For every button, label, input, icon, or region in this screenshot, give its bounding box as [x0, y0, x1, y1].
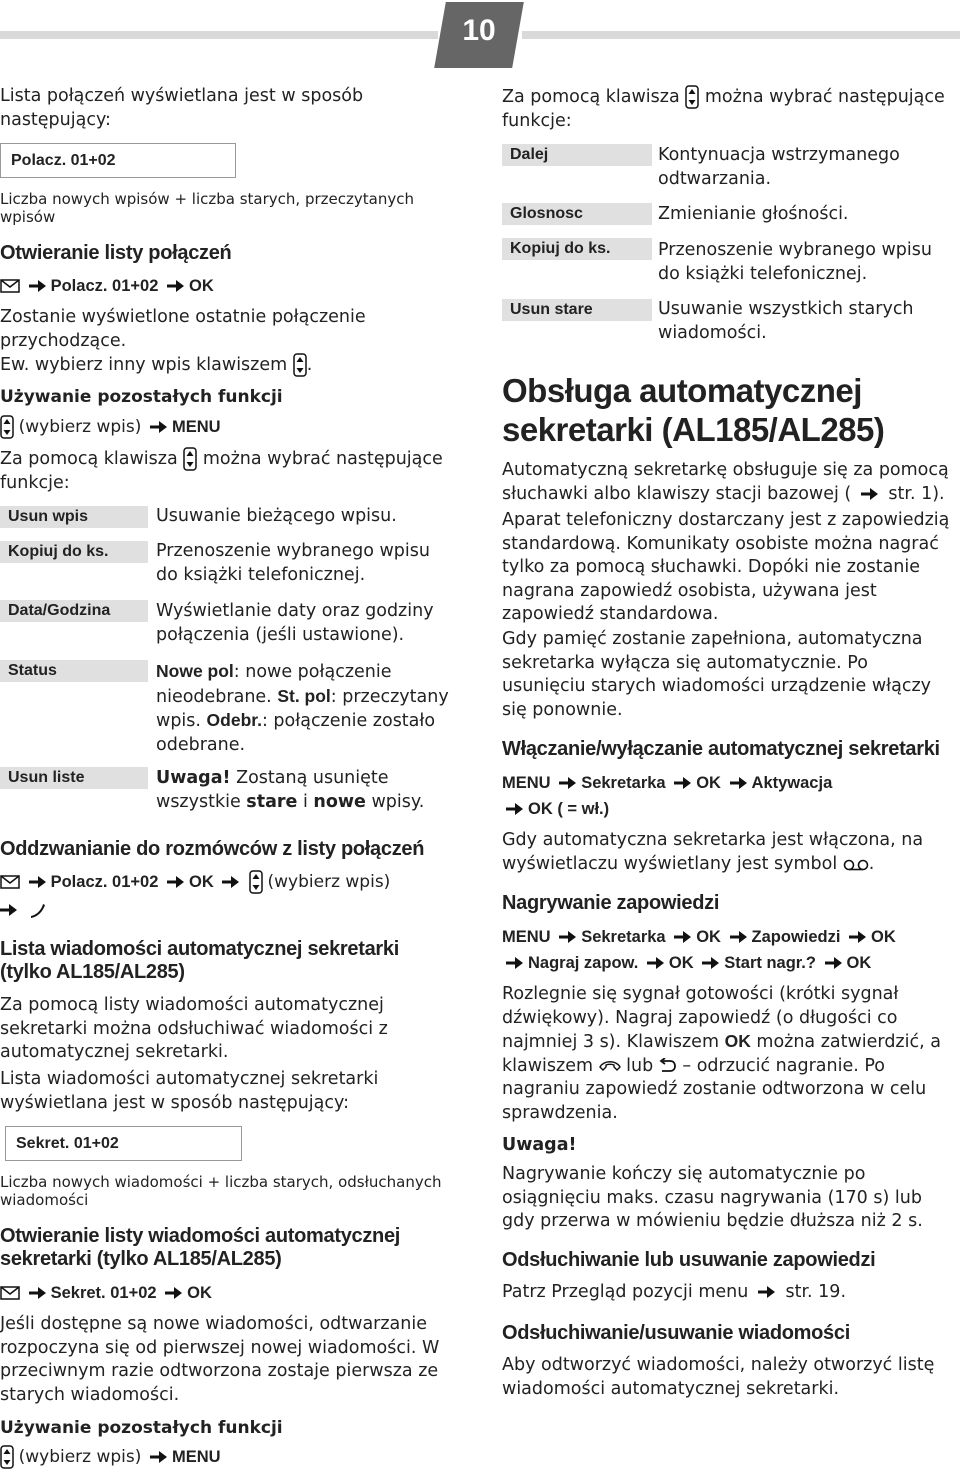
open-list-heading: Otwieranie listy połączeń [0, 242, 232, 264]
text-span: . [306, 355, 313, 375]
text-span: Uwaga! [156, 768, 231, 788]
text-span: Ew. wybierz inny wpis klawiszem [0, 355, 288, 375]
nav-step: Aktywacja [751, 773, 833, 792]
text-span: Za pomocą klawisza [0, 449, 178, 469]
other-nav-sequence [0, 413, 221, 440]
main-paragraph-2: Aparat telefoniczny dostarczany jest z zapowiedzią standardową. Komunikaty osobiste można nagrać tylko za pomocą słuchawki. Dopóki nie zostanie nagrana zapowiedź osobista, używana jest zapowiedź standardowa. [502, 510, 950, 624]
envelope-icon [0, 1285, 20, 1301]
nav-step: Nagraj zapow. [528, 953, 639, 972]
open-nav-sequence [0, 272, 214, 299]
nav-step: OK [846, 953, 872, 972]
func-desc: Usuwanie wszystkich starych wiadomości. [658, 299, 914, 343]
nav-step: OK [696, 773, 721, 792]
header-rule-right [522, 31, 960, 39]
toggle-text: Gdy automatyczna sekretarka jest włączona, na wyświetlaczu wyświetlany jest symbol . [502, 830, 924, 874]
func-desc: Usuwanie bieżącego wpisu. [156, 506, 397, 526]
text-span: można wybrać następujące funkcje: [0, 449, 443, 493]
text-span: można zatwierdzić, a klawiszem [502, 1032, 941, 1076]
arrow-icon [730, 930, 748, 944]
am-list-heading: Lista wiadomości automatycznej sekretarki (tylko AL185/AL285) [0, 938, 399, 983]
am-list-text2: Lista wiadomości automatycznej sekretarki wyświetlana jest w sposób następujący: [0, 1069, 379, 1113]
navigation-key-icon [293, 353, 307, 377]
arrow-icon [559, 776, 577, 790]
text-span: Odebr. [206, 710, 262, 730]
text-span: Nowe pol [156, 661, 234, 681]
arrow-icon [29, 1286, 47, 1300]
nav-step: MENU [502, 773, 551, 792]
main-heading: Obsługa automatycznej sekretarki (AL185/AL285) [502, 372, 885, 448]
page-number: 10 [462, 14, 496, 47]
arrow-icon [730, 776, 748, 790]
arrow-icon [222, 875, 240, 889]
arrow-icon [647, 956, 665, 970]
nav-step: Sekretarka [581, 927, 666, 946]
func-name: Usun wpis [0, 506, 148, 528]
toggle-nav-sequence-2 [502, 795, 609, 822]
header-rule-left [0, 31, 438, 39]
text-span: str. 19. [785, 1282, 847, 1302]
arrow-icon [150, 1450, 168, 1464]
nav-step: OK [188, 872, 214, 891]
arrow-icon [150, 420, 168, 434]
text-span: wpisy. [365, 791, 425, 812]
nav-step: OK [871, 927, 896, 946]
func-name: Kopiuj do ks. [0, 541, 148, 563]
func-intro [0, 447, 460, 495]
func-desc: Przenoszenie wybranego wpisu do książki telefonicznej. [156, 541, 430, 585]
navigation-key-icon [183, 447, 197, 471]
ok-key-label: OK [724, 1031, 751, 1051]
arrow-icon [758, 1285, 776, 1299]
am-caption: Liczba nowych wiadomości + liczba starych, odsłuchanych wiadomości [0, 1173, 442, 1209]
arrow-icon [674, 776, 692, 790]
end-call-icon [599, 1059, 621, 1073]
callback-nav-sequence [0, 868, 460, 895]
text-span: Automatyczną sekretarkę obsługuje się za pomocą słuchawki albo klawiszy stacji bazowej ( [502, 460, 949, 504]
nav-step: MENU [171, 1447, 221, 1466]
nav-step: Sekretarka [581, 773, 666, 792]
arrow-icon [559, 930, 577, 944]
warning-text: Nagrywanie kończy się automatycznie po osiągnięciu maks. czasu nagrywania (170 s) lub gdy przerwa w mówieniu będzie dłuższa niż 2 s. [502, 1164, 923, 1231]
nav-step: (wybierz wpis) [18, 1446, 142, 1467]
answering-machine-icon [843, 857, 869, 871]
text-span: : połączenie zostało odebrane. [156, 711, 436, 755]
toggle-heading: Włączanie/wyłączanie automatycznej sekretarki [502, 738, 940, 760]
messages-text: Aby odtworzyć wiadomości, należy otworzyć listę wiadomości automatycznej sekretarki. [502, 1355, 935, 1399]
calls-display-box: Polacz. 01+02 [0, 143, 236, 178]
navigation-key-icon [685, 85, 699, 109]
func-name: Glosnosc [502, 203, 652, 225]
func-desc [156, 767, 456, 814]
envelope-icon [0, 278, 20, 294]
listen-text [502, 1281, 960, 1305]
envelope-icon [0, 874, 20, 890]
nav-step: (wybierz wpis) [18, 416, 142, 437]
arrow-icon [29, 875, 47, 889]
calls-caption: Liczba nowych wpisów + liczba starych, przeczytanych wpisów [0, 190, 414, 226]
text-span: Zostaną usunięte wszystkie [156, 768, 389, 812]
func-desc: Przenoszenie wybranego wpisu do książki telefonicznej. [658, 240, 932, 284]
main-paragraph-1 [502, 459, 960, 506]
nav-step: OK ( = wł.) [528, 799, 610, 818]
text-span: Rozlegnie się sygnał gotowości (krótki sygnał dźwiękowy). Nagraj zapowiedź (o długości co najmniej 3 s). Klawiszem [502, 984, 899, 1052]
listen-heading: Odsłuchiwanie lub usuwanie zapowiedzi [502, 1249, 876, 1271]
nav-step: OK [188, 276, 214, 295]
callback-nav-sequence-2 [0, 896, 47, 922]
am-display-box: Sekret. 01+02 [5, 1126, 242, 1161]
nav-step: MENU [171, 417, 221, 436]
nav-step: Polacz. 01+02 [50, 276, 159, 295]
arrow-icon [167, 279, 185, 293]
arrow-icon [861, 487, 879, 501]
text-span: Patrz Przegląd pozycji menu [502, 1282, 749, 1302]
arrow-icon [674, 930, 692, 944]
callback-heading: Oddzwanianie do rozmówców z listy połączeń [0, 838, 425, 860]
record-nav-sequence-2 [502, 949, 871, 976]
nav-step: OK [187, 1283, 212, 1302]
nav-step: Start nagr.? [724, 953, 816, 972]
func-name: Usun liste [0, 767, 148, 789]
func-desc: Kontynuacja wstrzymanego odtwarzania. [658, 145, 900, 189]
text-span: i [297, 791, 314, 812]
func-desc [156, 660, 456, 757]
navigation-key-icon [0, 415, 14, 439]
text-span: : nowe połączenie nieodebrane. [156, 662, 392, 707]
other-functions-heading: Używanie pozostałych funkcji [0, 387, 283, 407]
nav-step: (wybierz wpis) [267, 871, 391, 892]
am-list-text1: Za pomocą listy wiadomości automatycznej sekretarki można odsłuchiwać wiadomości z automatycznej sekretarki. [0, 995, 388, 1062]
func-desc: Wyświetlanie daty oraz godziny połączenia (jeśli ustawione). [156, 601, 434, 645]
arrow-icon [0, 903, 18, 917]
am-other-heading: Używanie pozostałych funkcji [0, 1418, 283, 1438]
func-name: Usun stare [502, 299, 652, 321]
arrow-icon [506, 956, 524, 970]
toggle-nav-sequence [502, 769, 832, 796]
arrow-icon [29, 279, 47, 293]
phone-handset-icon [27, 901, 47, 919]
back-key-icon [659, 1058, 677, 1074]
arrow-icon [702, 956, 720, 970]
func-intro-right [502, 85, 960, 133]
func-name: Data/Godzina [0, 600, 148, 622]
text-span: : przeczytany wpis. [156, 686, 449, 731]
text-span: str. 1). [888, 483, 945, 504]
nav-step: OK [696, 927, 721, 946]
messages-heading: Odsłuchiwanie/usuwanie wiadomości [502, 1322, 850, 1344]
nav-step: Polacz. 01+02 [50, 872, 159, 891]
func-name: Dalej [502, 144, 652, 166]
text-span: St. pol [277, 685, 331, 706]
record-heading: Nagrywanie zapowiedzi [502, 892, 720, 914]
arrow-icon [825, 956, 843, 970]
nav-step: Sekret. 01+02 [50, 1283, 157, 1302]
nav-step: OK [668, 953, 694, 972]
arrow-icon [506, 802, 524, 816]
record-text: Rozlegnie się sygnał gotowości (krótki sygnał dźwiękowy). Nagraj zapowiedź (o długości co najmniej 3 s). Klawiszem OK można zatwierdzić, a klawiszem lub – odrzucić nagranie. Po nagraniu zapowiedź zostanie odtworzona w celu sprawdzenia. [502, 984, 941, 1123]
open-list-text2 [0, 353, 440, 378]
text-span: Gdy automatyczna sekretarka jest włączona, na wyświetlaczu wyświetlany jest symbol [502, 830, 924, 874]
text-span: można wybrać następujące funkcje: [502, 87, 945, 131]
nav-step: Zapowiedzi [751, 927, 841, 946]
record-nav-sequence [502, 923, 896, 950]
main-paragraph-3: Gdy pamięć zostanie zapełniona, automatyczna sekretarka wyłącza się automatycznie. Po usunięciu starych wiadomości urządzenie włączy się ponownie. [502, 629, 932, 720]
intro-text: Lista połączeń wyświetlana jest w sposób następujący: [0, 86, 364, 130]
text-span: Za pomocą klawisza [502, 87, 680, 107]
arrow-icon [849, 930, 867, 944]
text-span: odrzucić nagranie. Po nagraniu zapowiedź zostanie odtworzona w celu sprawdzenia. [502, 1055, 927, 1123]
am-open-text: Jeśli dostępne są nowe wiadomości, odtwarzanie rozpoczyna się od pierwszej nowej wiadomości. W przeciwnym razie odtworzona zostaje pierwsza ze starych wiadomości. [0, 1314, 440, 1405]
func-name: Kopiuj do ks. [502, 238, 652, 260]
nav-step: MENU [502, 927, 551, 946]
am-other-nav-sequence [0, 1443, 221, 1470]
arrow-icon [165, 1286, 183, 1300]
navigation-key-icon [0, 1445, 14, 1469]
navigation-key-icon [249, 870, 263, 894]
text-span: lub [626, 1055, 654, 1076]
am-open-nav-sequence [0, 1279, 212, 1306]
text-span: stare [246, 791, 298, 812]
func-desc: Zmienianie głośności. [658, 204, 849, 224]
func-name: Status [0, 660, 148, 682]
text-span: nowe [313, 791, 366, 812]
am-open-heading: Otwieranie listy wiadomości automatycznej sekretarki (tylko AL185/AL285) [0, 1225, 401, 1270]
open-list-text: Zostanie wyświetlone ostatnie połączenie przychodzące. [0, 307, 366, 351]
arrow-icon [167, 875, 185, 889]
warning-label: Uwaga! [502, 1135, 577, 1155]
